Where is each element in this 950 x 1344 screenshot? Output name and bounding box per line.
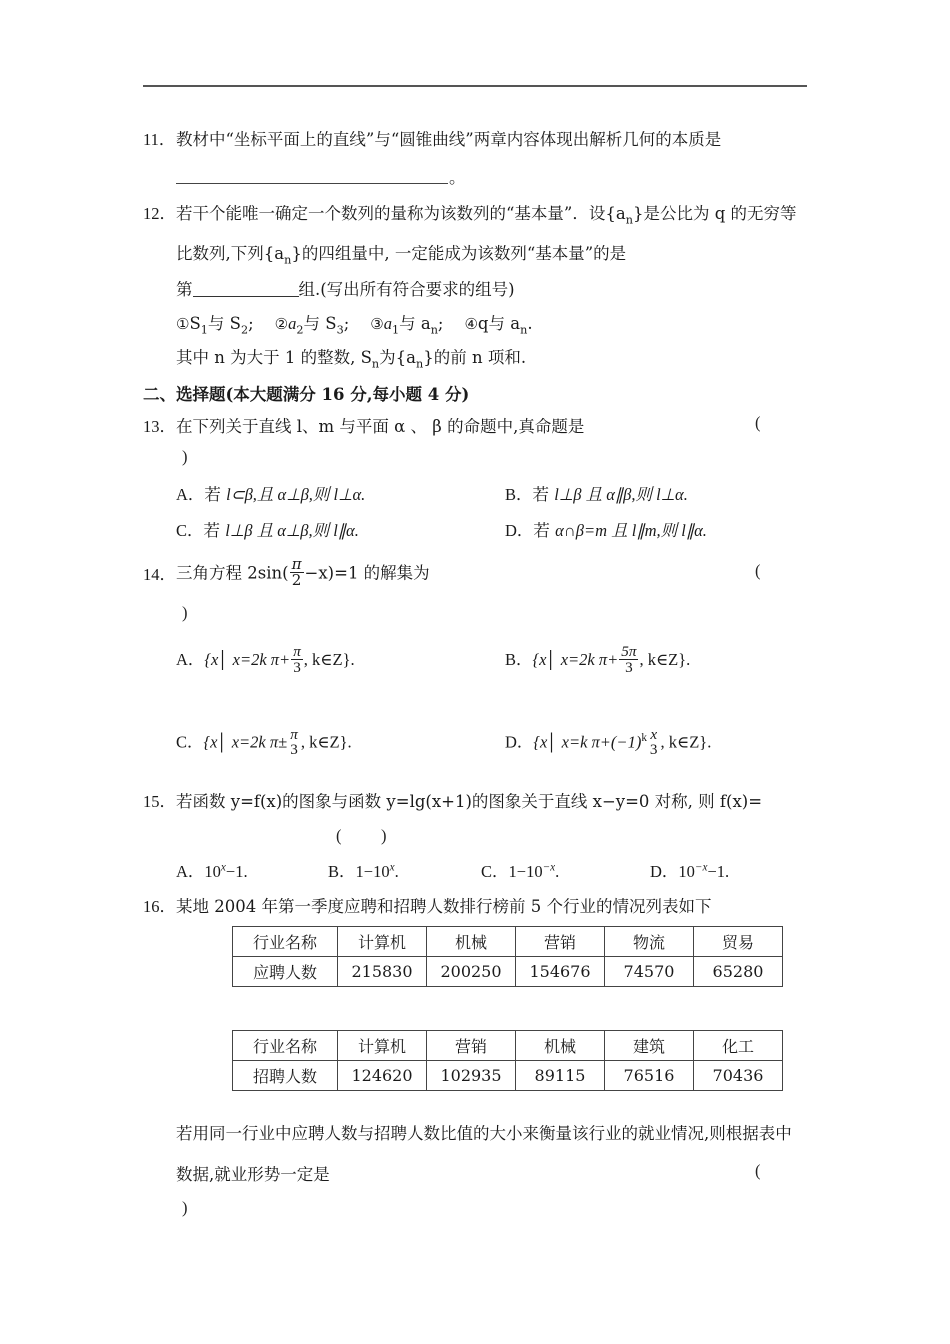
item-2-tail: ;: [343, 314, 350, 333]
opt-a-label: A．: [176, 485, 205, 504]
table2-header-0: 行业名称: [233, 1031, 338, 1061]
item-1-mid: 与 S: [207, 314, 241, 333]
opt-b-label: B．: [505, 485, 533, 504]
q14-opt-d-label: D．: [505, 732, 534, 752]
table2-cell-4: 76516: [605, 1061, 694, 1091]
table2-header-5: 化工: [694, 1031, 783, 1061]
item-2-sub2: 3: [336, 323, 344, 337]
table2-header-2: 营销: [427, 1031, 516, 1061]
question-13-option-b[interactable]: [505, 481, 688, 505]
question-11-number: 11．: [143, 130, 176, 149]
item-1-a: S: [189, 314, 201, 333]
question-12-line3: [176, 276, 515, 300]
question-12-line5: [176, 344, 526, 370]
table1-cell-1: 215830: [338, 957, 427, 987]
table1-header-5: 贸易: [694, 927, 783, 957]
question-11-text: 教材中“坐标平面上的直线”与“圆锥曲线”两章内容体现出解析几何的本质是: [176, 130, 722, 149]
q14-opt-d-fraction: [648, 727, 660, 758]
table1-cell-3: 154676: [516, 957, 605, 987]
q15-opt-d-tail: −1.: [707, 862, 730, 881]
question-15-close-paren: ): [381, 826, 387, 845]
question-11-period: 。: [449, 168, 466, 187]
q14-opt-b-num: 5π: [621, 643, 637, 660]
item-3-marker: ③: [370, 315, 384, 333]
opt-c-text: l⊥β 且 α⊥β,则 l∥α.: [225, 521, 359, 540]
q14-opt-a-fraction: [291, 644, 303, 676]
q12-l3a: 第: [176, 280, 193, 299]
q14-stem-fraction: [290, 557, 304, 589]
question-14-option-d[interactable]: [505, 728, 711, 759]
table2-header-3: 机械: [516, 1031, 605, 1061]
q14-opt-d-post: , k∈Z}.: [660, 732, 712, 752]
q14-opt-c-post: , k∈Z}.: [300, 732, 352, 752]
table1-cell-4: 74570: [605, 957, 694, 987]
question-13-close-paren: ): [182, 447, 188, 466]
q14-opt-d-den: 3: [649, 741, 658, 759]
opt-c-pre: 若: [203, 521, 226, 540]
q14-opt-c-label: C．: [176, 732, 204, 752]
q12-l1-sub: n: [625, 213, 633, 227]
item-3-sub2: n: [430, 323, 438, 337]
q12-l5b: 为{a: [379, 348, 416, 367]
header-divider: [143, 85, 807, 87]
question-14-close-paren: ): [182, 603, 188, 622]
q14-stem-a: 三角方程 2sin(: [176, 563, 289, 583]
table2-cell-0: 招聘人数: [233, 1061, 338, 1091]
question-16-after-line1: 若用同一行业中应聘人数与招聘人数比值的大小来衡量该行业的就业情况,则根据表中: [176, 1124, 792, 1143]
q15-opt-b-label: B．: [328, 862, 356, 881]
q15-opt-c-sup: −x: [542, 861, 556, 874]
recruiting-table: [232, 1030, 783, 1091]
q15-opt-d-sup: −x: [694, 861, 708, 874]
opt-d-text: α∩β=m 且 l∥m,则 l∥α.: [555, 521, 707, 540]
q15-opt-a-sup: x: [220, 861, 226, 874]
question-16-after-line2: 数据,就业形势一定是: [176, 1165, 330, 1184]
q14-opt-b-post: , k∈Z}.: [639, 649, 691, 669]
table1-header-3: 营销: [516, 927, 605, 957]
question-14-option-b[interactable]: [505, 645, 690, 677]
q12-l3b: 组.(写出所有符合要求的组号): [298, 280, 515, 299]
question-12-items: [176, 310, 533, 336]
q14-opt-c-num: π: [290, 726, 298, 743]
question-16-number: 16．: [143, 897, 176, 916]
q14-opt-c-pre: {x│ x=2k π±: [203, 732, 288, 752]
q15-opt-a-tail: −1.: [225, 862, 248, 881]
item-4-mid: 与 a: [488, 314, 521, 333]
q15-opt-b-sup: x: [389, 861, 395, 874]
question-12-number: 12．: [143, 204, 176, 223]
q14-opt-d-sup: k: [641, 731, 647, 744]
item-4-a: q: [477, 314, 489, 333]
table-row: [233, 957, 783, 987]
item-2-marker: ②: [274, 315, 289, 333]
q14-stem-b: −x)=1 的解集为: [304, 563, 430, 583]
q15-opt-b-base: 1−10: [355, 862, 390, 881]
table-row: [233, 927, 783, 957]
question-11-answer-blank[interactable]: [176, 183, 448, 184]
q14-opt-a-num: π: [293, 643, 301, 660]
q14-opt-a-den: 3: [291, 659, 303, 675]
table1-header-1: 计算机: [338, 927, 427, 957]
opt-b-text: l⊥β 且 α∥β,则 l⊥α.: [554, 485, 688, 504]
question-15-option-b[interactable]: [328, 858, 399, 882]
item-1-marker: ①: [176, 315, 190, 333]
q15-opt-d-label: D．: [650, 862, 679, 881]
question-14-option-c[interactable]: [176, 728, 352, 759]
q12-l2-sub: n: [284, 253, 292, 267]
table-row: [233, 1031, 783, 1061]
q15-opt-d-base: 10: [678, 862, 695, 881]
q14-opt-a-post: , k∈Z}.: [303, 649, 355, 669]
q14-opt-d-num: x: [650, 726, 658, 743]
table2-cell-1: 124620: [338, 1061, 427, 1091]
question-15-option-c[interactable]: [481, 858, 559, 882]
q12-l5-sub2: n: [415, 357, 424, 371]
item-1-sub1: 1: [200, 323, 208, 337]
item-4-sub2: n: [520, 323, 528, 337]
q15-opt-c-tail: .: [555, 862, 560, 881]
item-2-sub1: 2: [296, 323, 304, 337]
question-15-option-d[interactable]: [650, 858, 729, 882]
question-14-option-a[interactable]: [176, 645, 355, 677]
q14-opt-d-pre: {x│ x=k π+(−1): [533, 732, 642, 752]
item-2-a: a: [288, 314, 297, 333]
table1-header-4: 物流: [605, 927, 694, 957]
q15-opt-b-tail: .: [394, 862, 399, 881]
opt-a-pre: 若: [204, 485, 227, 504]
q14-opt-a-label: A．: [176, 649, 205, 669]
q15-opt-c-base: 1−10: [508, 862, 543, 881]
question-13-stem: 在下列关于直线 l、m 与平面 α 、 β 的命题中,真命题是: [176, 417, 585, 436]
opt-c-label: C．: [176, 521, 204, 540]
item-3-tail: ;: [437, 314, 444, 333]
question-15-open-paren: (: [336, 826, 342, 845]
question-16-stem: 某地 2004 年第一季度应聘和招聘人数排行榜前 5 个行业的情况列表如下: [176, 897, 712, 916]
question-14-open-paren: (: [755, 561, 761, 580]
question-15-option-a[interactable]: [176, 858, 248, 882]
table1-cell-2: 200250: [427, 957, 516, 987]
section-2-heading: 二、选择题(本大题满分 16 分,每小题 4 分): [143, 385, 470, 404]
q14-opt-b-label: B．: [505, 649, 533, 669]
table2-cell-2: 102935: [427, 1061, 516, 1091]
table-row: [233, 1061, 783, 1091]
q14-opt-b-pre: {x│ x=2k π+: [532, 649, 619, 669]
item-1-sub2: 2: [240, 323, 249, 337]
item-2-mid: 与 S: [303, 314, 337, 333]
opt-b-pre: 若: [532, 485, 555, 504]
question-13-number: 13．: [143, 417, 176, 436]
table2-cell-5: 70436: [694, 1061, 783, 1091]
q12-l5c: }的前 n 项和.: [423, 348, 527, 367]
question-13-option-c[interactable]: [176, 517, 359, 541]
question-12-line2: [176, 240, 626, 266]
item-3-sub1: 1: [391, 323, 400, 337]
applicants-table: [232, 926, 783, 987]
q15-opt-c-label: C．: [481, 862, 509, 881]
question-15-number: 15．: [143, 792, 176, 811]
table1-header-2: 机械: [427, 927, 516, 957]
q14-frac-den: 2: [290, 572, 304, 588]
q15-opt-a-label: A．: [176, 862, 205, 881]
question-13-option-d[interactable]: [505, 517, 707, 541]
item-1-tail: ;: [248, 314, 254, 333]
q12-l1a: 若干个能唯一确定一个数列的量称为该数列的“基本量”．设{a: [176, 204, 626, 223]
question-13-open-paren: (: [755, 413, 761, 432]
q15-opt-a-base: 10: [204, 862, 221, 881]
q14-opt-b-den: 3: [619, 659, 638, 675]
question-15-stem: 若函数 y=f(x)的图象与函数 y=lg(x+1)的图象关于直线 x−y=0 对称, 则 f(x)=: [176, 792, 763, 811]
question-14-number: 14．: [143, 565, 176, 584]
q14-frac-num: π: [291, 555, 302, 573]
item-3-mid: 与 a: [399, 314, 431, 333]
question-13-option-a[interactable]: [176, 481, 365, 505]
q12-l2b: }的四组量中, 一定能成为该数列“基本量”的是: [291, 244, 627, 263]
q12-l5-sub: n: [371, 357, 380, 371]
question-14-stem: [176, 555, 430, 590]
item-4-tail: .: [527, 314, 533, 333]
table2-cell-3: 89115: [516, 1061, 605, 1091]
q14-opt-b-fraction: [619, 644, 638, 676]
opt-a-text: l⊂β,且 α⊥β,则 l⊥α.: [226, 485, 366, 504]
q12-l1b: }是公比为 q 的无穷等: [632, 204, 797, 223]
table2-header-4: 建筑: [605, 1031, 694, 1061]
table1-cell-0: 应聘人数: [233, 957, 338, 987]
opt-d-pre: 若: [533, 521, 556, 540]
q12-l2a: 比数列,下列{a: [176, 244, 285, 263]
question-16-close-paren: ): [182, 1198, 188, 1217]
opt-d-label: D．: [505, 521, 534, 540]
question-16-open-paren: (: [755, 1161, 761, 1180]
item-4-marker: ④: [464, 315, 478, 333]
q14-opt-a-pre: {x│ x=2k π+: [204, 649, 291, 669]
q14-opt-c-fraction: [288, 727, 300, 758]
q12-l5a: 其中 n 为大于 1 的整数, S: [176, 348, 372, 367]
q14-opt-c-den: 3: [290, 741, 298, 759]
question-12-line1: [176, 200, 797, 226]
question-12-answer-blank[interactable]: [193, 282, 299, 297]
item-3-a: a: [383, 314, 392, 333]
table2-header-1: 计算机: [338, 1031, 427, 1061]
table1-header-0: 行业名称: [233, 927, 338, 957]
table1-cell-5: 65280: [694, 957, 783, 987]
